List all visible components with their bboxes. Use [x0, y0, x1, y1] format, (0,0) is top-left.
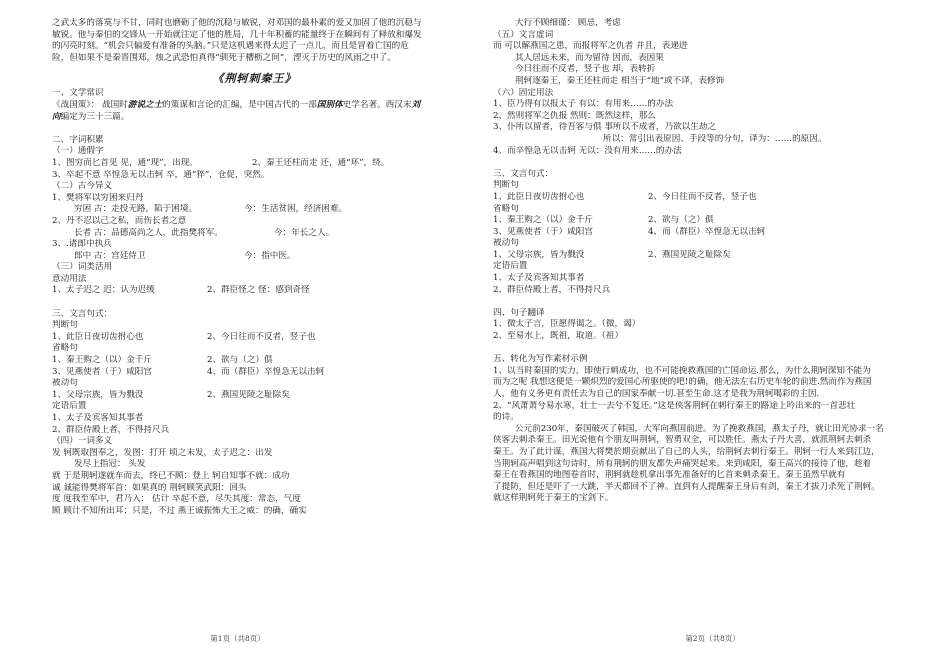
content-line: 度 度我至军中，君乃入： 估计 卒起不意，尽失其度：常态，气度	[52, 494, 301, 505]
document-title: 《荆轲刺秦王》	[212, 72, 297, 86]
content-line: 所以：常引出表原因、手段等的分句，译为：……的原因。	[603, 133, 827, 144]
paragraph-line: 人，他有义务更有责任去为自己的国家奉献一切.甚至生命.这才是我为荆轲喝彩的主因.	[493, 389, 820, 399]
section-heading: 五、转化为写作素材示例	[493, 354, 588, 365]
content-line: 大行不顾细谨： 顾忌，考虑	[515, 18, 621, 28]
paragraph-line: 公元前230年，秦国破灭了韩国，大军向燕国前进。为了挽救燕国，燕太子丹，就让田光协求一名	[515, 423, 884, 434]
section-heading: 一、文学常识	[52, 88, 104, 99]
content-line: 1、图穷而匕首见 见，通“现”，出现。 2、秦王还柱而走 还，通“环”，绕。	[52, 157, 390, 168]
content-line: 长者 古：品德高尚之人，此指樊将军。 今：年长之人。	[74, 227, 335, 238]
page-right	[475, 0, 950, 658]
content-line: 1、太子及宾客知其事者	[493, 273, 585, 284]
paragraph-line: 就这样荆轲死于秦王的宝剑下。	[493, 493, 614, 504]
subsection-heading: （二）古今异义	[52, 181, 113, 192]
content-line: 意动用法	[52, 273, 87, 284]
content-line: 省略句	[52, 343, 78, 354]
intro-line: 险，但如果不是秦晋围郑，烛之武恐怕真得“驯死于槽枥之间”，湮灭于历史的风雨之中了。	[52, 52, 396, 63]
content-line: 2、群臣侍殿上者，不得持尺兵	[493, 284, 611, 295]
content-line: 1、父母宗族，皆为戮没 2、燕国见陵之耻除矣	[493, 249, 731, 260]
content-line: 发尽上指冠： 头发	[74, 459, 146, 470]
paragraph-line: 而为之呢 我想这便是一颗炽烈的爱国心所驱使的吧!的确，他无法左右历史车轮的前进.然而作为燕国	[493, 377, 872, 388]
literary-knowledge-line: 向编定为三十三篇。	[52, 111, 130, 122]
content-line: 判断句	[52, 320, 78, 331]
paragraph-line: 了提防，但还是吓了一大跳，半天都回不了神。直到有人提醒秦王身后有剑，秦王才拔刀杀死了荆轲。	[493, 481, 880, 492]
content-line: 3、见燕使者（于）咸阳宫 4、而（群臣）卒惶急无以击轲	[52, 366, 325, 377]
paragraph-line: 的诗。	[493, 412, 519, 423]
paragraph-line: 秦王。为了此计谋，燕国大将樊於期贡献出了自己的人头，给荆轲去刺行秦王。荆轲一行人来到江边，	[493, 446, 880, 457]
content-line: 诚 诚能得樊将军首：如果真的 荆轲顾笑武阳：回头	[52, 482, 247, 493]
content-line: 省略句	[493, 203, 519, 214]
subsection-heading: （四）一词多义	[52, 436, 113, 447]
content-line: 其人居远未来，而为留待 因而，表因果	[515, 52, 664, 63]
page-footer: 第2页（共8页）	[685, 634, 740, 643]
content-line: 顾 顾计不知所出耳：只是，不过 燕王诚振怖大王之威：的确，确实	[52, 505, 307, 516]
intro-line: 之武太多的落寞与不甘，同时也磨砺了他的沉稳与敏锐，对邓国的最朴素的爱又加固了他的沉稳与	[52, 18, 422, 28]
paragraph-line: 1、以当时秦国的实力，即使行刺成功，也不可能挽救燕国的亡国命运.那么，为什么荆轲深知不能为	[493, 365, 871, 376]
content-line: 4、而卒惶急无以击轲 无以：没有用来……的办法	[493, 145, 682, 156]
content-line: 定语后置	[493, 261, 528, 272]
paragraph-line: 侠客去刺杀秦王。田光说他有个朋友叫荆轲，智勇双全，可以胜任。燕太子丹大喜，就派荆轲去刺杀	[493, 435, 872, 446]
content-line: 3、卒起不意 卒惶急无以击轲 卒，通“猝”，仓促，突然。	[52, 169, 270, 180]
section-heading: 三、文言句式：	[493, 168, 554, 179]
content-line: 今日往而不反者，竖子也 却，表转折	[515, 64, 656, 75]
content-line: 1、秦王购之（以）金千斤 2、欲与（之）俱	[493, 215, 714, 226]
content-line: 穷困 古：走投无路，陷于困境。 今：生活贫困，经济困难。	[74, 204, 348, 215]
subsection-heading: （六）固定用法	[493, 87, 554, 98]
subsection-heading: （五）文言虚词	[493, 29, 554, 40]
content-line: 定语后置	[52, 401, 87, 412]
content-line: 1、父母宗族，皆为戮没 2、燕国见陵之耻除矣	[52, 389, 290, 400]
intro-line: 敏锐。他与秦伯的交锋从一开始就注定了他的胜局，几十年积蓄的能量终于在瞬间有了释放和爆发	[52, 29, 422, 40]
content-line: 3、见燕使者（于）咸阳宫 4、而（群臣）卒惶急无以击轲	[493, 226, 766, 237]
content-line: 荆轲逐秦王，秦王还柱而走 相当于“地”或不译，表修饰	[515, 75, 725, 86]
literary-knowledge-line: 《战国策》： 战国时游说之士的策谋和言论的汇编，是中国古代的一部国别体史学名著。西汉末刘	[52, 99, 421, 110]
section-heading: 二、字词积累	[52, 134, 104, 145]
content-line: 1、秦王购之（以）金千斤 2、欲与（之）俱	[52, 355, 273, 366]
paragraph-line: 当荆轲高声唱到这句诗时，所有荆轲的朋友都失声痛哭起来。来到咸阳，秦王高兴的接待了他，趁着	[493, 458, 872, 469]
content-line: 1、微太子言，臣愿得谒之。（微，谒）	[493, 319, 641, 330]
content-line: 1、此臣日夜切齿拊心也 2、今日往而不反者，竖子也	[493, 191, 757, 202]
content-line: 2、然则将军之仇报 然则：既然这样，那么	[493, 110, 656, 121]
content-line: 被动句	[493, 238, 519, 249]
content-line: 1、太子及宾客知其事者	[52, 413, 144, 423]
content-line: 3、.诸郎中执兵	[52, 239, 112, 250]
content-line: 1、樊将军以穷困来归丹	[52, 192, 144, 203]
page-footer: 第1页（共8页）	[210, 634, 265, 643]
paragraph-line: 2、“风萧萧兮易水寒，壮士一去兮不复还。”这是侠客荆轲在刺行秦王的路途上吟出来的一首悲壮	[493, 400, 856, 411]
content-line: 2、丹不忍以己之私，而伤长者之意	[52, 215, 187, 226]
content-line: 2、群臣侍殿上者，不得持尺兵	[52, 424, 170, 435]
content-line: 发 轲既取图奉之，发图：打开 顷之未发，太子迟之：出发	[52, 447, 273, 458]
content-line: 就 于是荆轲遂就车而去，终已不顾：登上 轲自知事不就：成功	[52, 470, 290, 481]
section-heading: 三、文言句式：	[52, 308, 113, 319]
content-line: 1、此臣日夜切齿拊心也 2、今日往而不反者，竖子也	[52, 331, 316, 342]
intro-line: 的闪亮时刻。“机会只偏爱有准备的头脑。”只是这机遇来得太迟了一点儿，而且是冒着亡国的危	[52, 41, 409, 52]
subsection-heading: （三）词类活用	[52, 262, 113, 273]
content-line: 判断句	[493, 180, 519, 191]
content-line: 而 可以解燕国之患，而报将军之仇者 并且，表递进	[493, 41, 688, 52]
content-line: 郎中 古：宫廷侍卫 今：指中医。	[74, 250, 296, 261]
content-line: 2、至易水上，既祖，取道。（祖）	[493, 331, 624, 342]
content-line: 3、仆所以留者，待吾客与俱 事所以不成者，乃欲以生劫之	[493, 122, 717, 133]
section-heading: 四、句子翻译	[493, 307, 545, 318]
paragraph-line: 秦王在看燕国的地图卷首时，荆轲就趁机拿出事先准备好的匕首来刺杀秦王。秦王虽然早就有	[493, 470, 846, 481]
content-line: 1、臣乃得有以报太子 有以：有用来……的办法	[493, 99, 674, 110]
content-line: 被动句	[52, 378, 78, 389]
content-line: 1、太子迟之 迟：认为迟缓 2、群臣怪之 怪：感到奇怪	[52, 285, 310, 296]
subsection-heading: （一）通假字	[52, 146, 104, 157]
